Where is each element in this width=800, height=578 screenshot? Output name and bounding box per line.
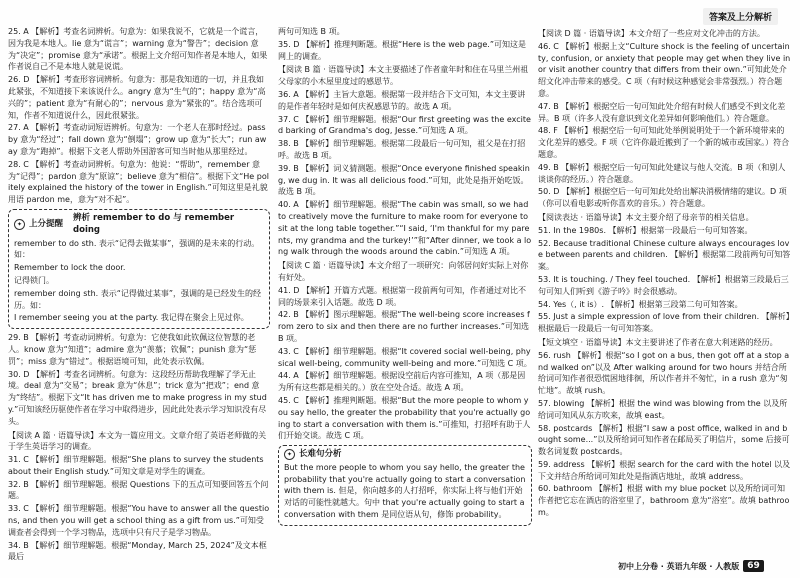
tip-box-header [284, 449, 526, 461]
answer-item: 36. A 【解析】主旨大意题。根据第一段并结合下文可知，本文主要讲的是作者年轻时是如何庆祝感恩节的。故选 A 项。 [278, 89, 526, 111]
header-banner [660, 8, 778, 24]
answer-item: 52. Because traditional Chinese culture always encourages love between parents and children. 【解析】根据第二段前两句可知答案。 [538, 238, 791, 272]
answer-item: 44. A 【解析】细节理解题。根据设空前后内容可推知，A 项（那是因为所有这些都是相关的。）放在空处合适。故选 A 项。 [278, 371, 526, 393]
page-number: 69 [743, 560, 764, 572]
answer-item: 两句可知选 B 项。 [278, 27, 345, 36]
answer-item: 40. A 【解析】细节理解题。根据“The cabin was small, so we had to creatively move the furniture to make room for everyone to sit at the long table together.”“I said, ‘I'm thankful for my parents, my grandma and the turkey!’”和“After dinner, we took a long walk through the woods around the cabin.”可知选 A 项。 [278, 200, 532, 257]
tip-box-line: remember to do sth. 表示“记得去做某事”，强调的是未来的行动。如： [14, 238, 260, 260]
answer-item: 47. B 【解析】根据空后一句可知此处介绍有时候人们感受不到文化差异。B 项（许多人没有意识到文化差异如何影响他们。）符合题意。 [538, 101, 786, 123]
column-right [538, 26, 792, 520]
answer-item: 31. C 【解析】细节理解题。根据“She plans to survey the students about their English study.”可知文章是对学生的调查。 [8, 455, 264, 476]
section-intro: 【短文填空 · 语篇导读】本文主要讲述了作者在意大利迷路的经历。 [538, 337, 778, 347]
answer-item: 45. C 【解析】推理判断题。根据“But the more people to whom you say hello, the greater the probability that you're actually going to start a conversation with them is.”可推知，打招呼有助于人们开始交谈。故选 C 项。 [278, 395, 531, 441]
answer-item: 41. D 【解析】开篇方式题。根据第一段前两句可知，作者通过对比不同的场景来引入话题。故选 D 项。 [278, 285, 526, 307]
answer-item: 39. B 【解析】词义猜测题。根据“Once everyone finished speaking, we dug in. It was all delicious food.”可知，此处是指开始吃饭。故选 B 项。 [278, 163, 530, 197]
answer-item: 57. blowing 【解析】根据 the wind was blowing from the 以及所给词可知风从东方吹来，故填 east。 [538, 398, 788, 420]
tip-box-line: 记得锁门。 [14, 275, 54, 285]
answer-item: 56. rush 【解析】根据“so I got on a bus, then got off at a stop and walked on”以及 After walking around for two hours 并结合所给词可知作者很恐慌困地徘徊，所以作者并不匆忙，in a rush 意为“匆忙地”。故填 rush。 [538, 350, 790, 396]
section-intro: 【阅读 C 篇 · 语篇导读】本文介绍了一项研究：向邻居问好实际上对你有好处。 [278, 261, 529, 282]
answer-item: 60. bathroom 【解析】根据 with my blue pocket 以及所给词可知作者把它忘在酒店的浴室里了，bathroom 意为“浴室”。故填 bathroom。 [538, 484, 790, 518]
section-intro: 【阅读 D 篇 · 语篇导读】本文介绍了一些应对文化冲击的方法。 [538, 29, 765, 38]
tip-box-line: But the more people to whom you say hello, the greater the probability that you're actually going to start a conversation with them is. 但是，你向越多的人打招呼，你实际上将与他们开始对话的可能性就越大。句中 that you're actually going to start a conversation with them 是同位语从句，修饰 probability。 [284, 462, 526, 520]
tip-box [278, 445, 532, 526]
section-intro: 【阅读 A 篇 · 语篇导读】本文为一篇应用文。文章介绍了英语老师做的关于学生英语学习的调查。 [8, 430, 267, 452]
tip-box-line: remember doing sth. 表示“记得做过某事”，强调的是已经发生的经历。如： [14, 288, 262, 310]
section-intro: 【阅读 B 篇 · 语篇导读】本文主要描述了作者童年时和住在马里兰州祖父母家的小木屋里度过的感恩节。 [278, 65, 529, 87]
tip-box-header [14, 213, 264, 237]
answer-item: 48. F 【解析】根据空后一句可知此处举例说明处于一个新环境带来的文化差异的感受。F 项（它许你最近搬到了一个新的城市或国家。）符合题意。 [538, 126, 790, 159]
column-left [8, 26, 270, 564]
answer-item: 28. C 【解析】考查动词辨析。句意为：他说：“帮助”，remember 意为“记得”；pardon 意为“原谅”；believe 意为“相信”。根据下文“He politely explained the history of the tower in English.”可知这里是礼貌用语 pardon me，意为“对不起”。 [8, 159, 269, 205]
answer-item: 42. B 【解析】图示理解题。根据“The well-being score increases from zero to six and then there are no further increases.”可知选 B 项。 [278, 310, 530, 343]
answer-item: 33. C 【解析】细节理解题。根据“You have to answer all the questions, and then you will get a school thing as a gift from us.”可知受调查者会得到一个学习物品，选项中只有尺子是学习物品。 [8, 504, 270, 537]
answer-item: 37. C 【解析】细节理解题。根据“Our first greeting was the excited barking of Grandma's dog, Jesse.”可知选 A 项。 [278, 114, 531, 136]
column-middle [278, 26, 532, 529]
answer-item: 27. A 【解析】考查动词短语辨析。句意为：一个老人在那时经过。pass by 意为“经过”；fall down 意为“倒塌”；grow up 意为“长大”；run away 意为“跑掉”。根据下文老人帮助外国游客可知当时他从那里经过。 [8, 123, 267, 156]
star-icon: ✦ [284, 449, 295, 460]
answer-item: 35. D 【解析】推理判断题。根据“Here is the web page.”可知这是网上的调查。 [278, 39, 526, 61]
answer-item: 54. Yes（, it is）. 【解析】根据第三段第二句可知答案。 [538, 299, 743, 309]
tip-box-label: 长难句分析 [299, 449, 342, 460]
answer-item: 43. C 【解析】细节理解题。根据“It covered social well-being, physical well-being, community well-being and more.”可知选 C 项。 [278, 346, 532, 368]
answer-item: 58. postcards 【解析】根据“I saw a post office, walked in and bought some...”以及所给词可知作者在邮局买了明信片，some 后接可数名词复数 postcards。 [538, 423, 790, 457]
section-intro: 【阅读表达 · 语篇导读】本文主要介绍了母亲节的相关信息。 [538, 212, 754, 222]
answer-item: 32. B 【解析】细节理解题。根据 Questions 下的五点可知要回答五个问题。 [8, 479, 269, 501]
answer-item: 34. B 【解析】细节理解题。根据“Monday, March 25, 2024”及文本框最后 [8, 540, 267, 562]
answer-item: 49. B 【解析】根据空后一句可知此处建议与他人交流。B 项（和别人谈谈你的经历。）符合题意。 [538, 162, 786, 184]
answer-item: 55. Just a simple expression of love from their children. 【解析】根据最后一段最后一句可知答案。 [538, 312, 790, 334]
tip-box-label: 上分提醒 [29, 218, 64, 229]
footer-text: 初中上分卷 · 英语九年级 · 人教版 [618, 561, 740, 571]
answer-item: 50. D 【解析】根据空后一句可知此处给出解决消极情绪的建议。D 项（你可以看电影或听你喜欢的音乐。）符合题意。 [538, 187, 787, 209]
answer-item: 46. C 【解析】根据上文“Culture shock is the feeling of uncertainty, confusion, or anxiety that people may get when they live in or visit another country that differs from their own.”可知此处介绍文化冲击带来的感受。C 项（有时候这种感觉会非常强烈。）符合题意。 [538, 41, 791, 98]
star-icon: ✦ [14, 219, 25, 230]
answer-item: 29. B 【解析】考查动词辨析。句意为：它使我如此钦佩这位智慧的老人。know 意为“知道”；admire 意为“羡慕；钦佩”；punish 意为“惩罚”；miss 意为“错过”。根据语境可知，此处表示钦佩。 [8, 333, 257, 366]
answer-item: 51. In the 1980s. 【解析】根据第一段最后一句可知答案。 [538, 225, 753, 235]
tip-box-line: I remember seeing you at the party. 我记得在聚会上见过你。 [14, 313, 249, 323]
tip-box-title: 辨析 remember to do 与 remember doing [73, 212, 235, 235]
tip-box-line: Remember to lock the door. [14, 263, 126, 273]
answer-item: 53. It is touching. / They feel touched. 【解析】根据第三段最后三句可知人们听到《游子吟》时会很感动。 [538, 274, 789, 296]
page-footer [618, 560, 764, 572]
tip-box [8, 209, 270, 329]
answer-item: 25. A 【解析】考查名词辨析。句意为：如果我说不，它就是一个谎言，因为我是本地人。lie 意为“谎言”；warning 意为“警告”；decision 意为“决定”；promise 意为“承诺”。根据上文介绍可知作者是本地人，如果作者说自己不是本地人就是说谎。 [8, 27, 268, 72]
answer-item: 59. address 【解析】根据 search for the card with the hotel 以及下文并结合所给词可知此处是指酒店地址，故填 address。 [538, 459, 791, 481]
header-title: 答案及上分解析 [703, 8, 778, 25]
answer-item: 30. D 【解析】考查名词辨析。句意为：这段经历帮助我理解了学无止境。deal 意为“交易”；break 意为“休息”；trick 意为“把戏”；end 意为“终结”。根据下文“It has driven me to make progress in my study.”可知该经历驱使作者在学习中取得进步，因此此处表示学习知识没有尽头。 [8, 369, 267, 426]
answer-item: 26. D 【解析】考查形容词辨析。句意为：那是我知道的一切，并且我如此紧张，不知道接下来该说什么。angry 意为“生气的”；happy 意为“高兴的”；patient 意为“有耐心的”；nervous 意为“紧张的”。结合选项可知，作者不知道说什么，因此很紧张。 [8, 75, 266, 120]
answer-item: 38. B 【解析】细节理解题。根据第二段最后一句可知，祖父是在打招呼。故选 B 项。 [278, 139, 526, 160]
